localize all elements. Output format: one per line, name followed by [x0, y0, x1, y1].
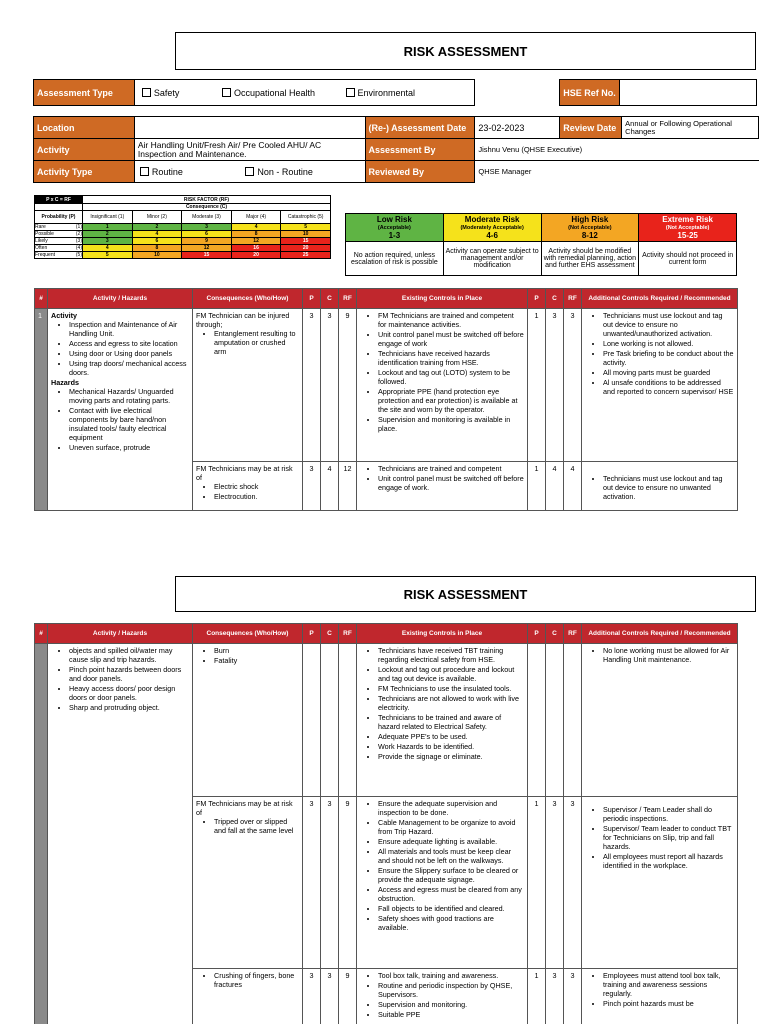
- legend-low-desc: No action required, unless escalation of risk is possible: [346, 242, 444, 276]
- list-item: • Unit control panel must be switched off before engage of work.: [378, 474, 524, 492]
- list-item: • Technicians are trained and competent: [378, 464, 524, 473]
- list-item: • Electrocution.: [214, 492, 299, 501]
- rf2-value: 4: [564, 462, 582, 511]
- consequence-text: FM Technicians may be at risk of: [196, 464, 293, 482]
- list-item: • Technicians to be trained and aware of hazard related to Electrical Safety.: [378, 713, 524, 731]
- p2-value: 1: [528, 462, 546, 511]
- c2-value: 3: [546, 797, 564, 969]
- consequence-text: FM Technician can be injured through;: [196, 311, 290, 329]
- rf-cell: 20: [281, 245, 331, 252]
- p-value: 3: [303, 797, 321, 969]
- list-item: • Ensure the Slippery surface to be cleared or provide the adequate signage.: [378, 866, 524, 884]
- rf-cell: 2: [83, 231, 133, 238]
- list-item: • Safety shoes with good tractions are available.: [378, 914, 524, 932]
- list-item: • Provide the signage or eliminate.: [378, 752, 524, 761]
- reassess-date-value: 23-02-2023: [475, 117, 560, 139]
- list-item: • All moving parts must be guarded: [603, 368, 734, 377]
- controls-list: [360, 971, 524, 1019]
- col-header-rf: RF: [339, 289, 357, 309]
- rf-row: [35, 252, 331, 259]
- list-item: • Ensure the adequate supervision and inspection to be done.: [378, 799, 524, 817]
- additional-list: [585, 805, 734, 870]
- list-item: • Inspection and Maintenance of Air Handling Unit.: [69, 320, 189, 338]
- list-item: • Access and egress must be cleared from any obstruction.: [378, 885, 524, 903]
- list-item: • Pinch point hazards between doors and door panels.: [69, 665, 189, 683]
- list-item: • Cable Management to be organize to avoid from Trip Hazard.: [378, 818, 524, 836]
- c2-value: 3: [546, 969, 564, 1024]
- consequence-list: [196, 482, 299, 501]
- details-table: [33, 116, 759, 183]
- activity-hazards-cell: [48, 644, 193, 1024]
- rf-cell: 1: [83, 224, 133, 231]
- legend-moderate: Moderate Risk (Moderately Acceptable) 4-6: [443, 214, 541, 242]
- assessment-by-value: Jishnu Venu (QHSE Executive): [475, 139, 759, 161]
- list-item: • Uneven surface, protrude: [69, 443, 189, 452]
- routine-checkbox[interactable]: [140, 167, 183, 177]
- activity-list: [51, 320, 189, 377]
- consequence-text: FM Technicians may be at risk of: [196, 799, 293, 817]
- col-header-controls: Existing Controls in Place: [357, 624, 528, 644]
- hazards-list: [51, 387, 189, 452]
- rf-cell: 9: [182, 238, 232, 245]
- list-item: • Technicians must use lockout and tag out device to ensure no unwanted/unauthorized activation.: [603, 311, 734, 338]
- list-item: • Fatality: [214, 656, 299, 665]
- col-header-additional: Additional Controls Required / Recommended: [582, 289, 738, 309]
- rf-cell: 3: [182, 224, 232, 231]
- list-item: • Supervisor / Team Leader shall do periodic inspections.: [603, 805, 734, 823]
- legend-extreme-desc: Activity should not proceed in current form: [639, 242, 737, 276]
- c-value: 3: [321, 309, 339, 462]
- list-item: • FM Technicians are trained and competent for maintenance activities.: [378, 311, 524, 329]
- rf-col-header: Minor (2): [132, 211, 182, 224]
- rf-prob-label: Frequent: [35, 252, 56, 258]
- location-label: Location: [34, 117, 135, 139]
- controls-list: [360, 799, 524, 932]
- rf-cell: 4: [132, 231, 182, 238]
- environmental-label: Environmental: [357, 87, 416, 98]
- rf-cell: 5: [281, 224, 331, 231]
- reviewed-by-label: Reviewed By: [365, 161, 475, 183]
- list-item: • All employees must report all hazards identified in the workplace.: [603, 852, 734, 870]
- col-header-activity: Activity / Hazards: [48, 289, 193, 309]
- row-number: 1: [35, 309, 48, 511]
- list-item: • Supervision and monitoring.: [378, 1000, 524, 1009]
- c-value: 3: [321, 969, 339, 1024]
- list-item: • Using trap doors/ mechanical access doors.: [69, 359, 189, 377]
- rf-cell: 6: [182, 231, 232, 238]
- consequence-list: [196, 971, 299, 989]
- probability-header: Probability (P): [35, 211, 83, 224]
- legend-moderate-desc: Activity can operate subject to management and/or modification: [443, 242, 541, 276]
- col-header-rf2: RF: [564, 624, 582, 644]
- rf-value: 9: [339, 309, 357, 462]
- col-header-rf: RF: [339, 624, 357, 644]
- table-row: [35, 644, 738, 797]
- rf-prob-num: (4): [75, 245, 82, 251]
- list-item: • All materials and tools must be keep clear and should not be left on the walkways.: [378, 847, 524, 865]
- consequence-cell: [193, 644, 303, 797]
- rf-cell: 12: [182, 245, 232, 252]
- list-item: • Mechanical Hazards/ Unguarded moving parts and rotating parts.: [69, 387, 189, 405]
- reassess-date-label: (Re-) Assessment Date: [365, 117, 475, 139]
- col-header-p2: P: [528, 624, 546, 644]
- legend-extreme: Extreme Risk (Not Acceptable) 15-25: [639, 214, 737, 242]
- rf-cell: 15: [182, 252, 232, 259]
- rf2-value: 3: [564, 309, 582, 462]
- list-item: • Fall objects to be identified and cleared.: [378, 904, 524, 913]
- additional-list: [585, 474, 734, 501]
- list-item: • Supervisor/ Team leader to conduct TBT for Technicians on Slip, trip and fall hazards.: [603, 824, 734, 851]
- p2-value: 1: [528, 309, 546, 462]
- p-value: 3: [303, 462, 321, 511]
- assessment-by-label: Assessment By: [365, 139, 475, 161]
- list-item: • Lone working is not allowed.: [603, 339, 734, 348]
- rf-value: 9: [339, 797, 357, 969]
- col-header-num: #: [35, 289, 48, 309]
- consequence-cell: [193, 462, 303, 511]
- rf-col-header: Major (4): [231, 211, 281, 224]
- risk-legend: [345, 213, 737, 276]
- list-item: • Technicians have received hazards identification training from HSE.: [378, 349, 524, 367]
- col-header-c: C: [321, 289, 339, 309]
- controls-list: [360, 646, 524, 761]
- activity-type-label: Activity Type: [34, 161, 135, 183]
- rf-cell: 15: [281, 238, 331, 245]
- assessment-type-row: [33, 79, 757, 106]
- rf-cell: 2: [132, 224, 182, 231]
- list-item: • Employees must attend tool box talk, training and awareness sessions regularly.: [603, 971, 734, 998]
- rf-row: [35, 231, 331, 238]
- col-header-controls: Existing Controls in Place: [357, 289, 528, 309]
- col-header-c: C: [321, 624, 339, 644]
- controls-list: [360, 311, 524, 433]
- list-item: • Tool box talk, training and awareness.: [378, 971, 524, 980]
- rf-row-label: [35, 245, 83, 252]
- rf-cell: 8: [231, 231, 281, 238]
- hazards-title: Hazards: [51, 378, 79, 387]
- additional-cell: [582, 969, 738, 1024]
- additional-cell: [582, 797, 738, 969]
- rf-row: [35, 245, 331, 252]
- list-item: • Entanglement resulting to amputation or crushed arm: [214, 329, 299, 356]
- activity-value: Air Handling Unit/Fresh Air/ Pre Cooled AHU/ AC Inspection and Maintenance.: [134, 139, 365, 161]
- review-date-value: Annual or Following Operational Changes: [622, 117, 759, 139]
- rf-cell: 8: [132, 245, 182, 252]
- rf-prob-num: (5): [75, 252, 82, 258]
- col-header-c2: C: [546, 289, 564, 309]
- hse-ref-label: HSE Ref No.: [560, 80, 620, 106]
- risk-factor-matrix: [34, 195, 331, 259]
- list-item: • Supervision and monitoring is available in place.: [378, 415, 524, 433]
- page-title: RISK ASSESSMENT: [175, 32, 756, 70]
- controls-cell: [357, 309, 528, 462]
- legend-high-desc: Activity should be modified with remedial planning, action and further EHS assessment: [541, 242, 639, 276]
- activity-label: Activity: [34, 139, 135, 161]
- rf-row-label: [35, 238, 83, 245]
- list-item: • Burn: [214, 646, 299, 655]
- list-item: • Lockout and tag out procedure and lockout and tag out device is available.: [378, 665, 524, 683]
- reviewed-by-value: QHSE Manager: [475, 161, 759, 183]
- col-header-num: #: [35, 624, 48, 644]
- list-item: • Al unsafe conditions to be addressed and reported to concern supervisor/ HSE: [603, 378, 734, 396]
- list-item: • Electric shock: [214, 482, 299, 491]
- rf-row-label: [35, 252, 83, 259]
- occupational-health-checkbox[interactable]: [222, 88, 315, 98]
- consequence-cell: [193, 969, 303, 1024]
- consequence-list: [196, 646, 299, 665]
- additional-list: [585, 311, 734, 396]
- controls-cell: [357, 969, 528, 1024]
- environmental-checkbox[interactable]: [346, 88, 416, 98]
- legend-low: Low Risk (Acceptable) 1-3: [346, 214, 444, 242]
- rf-prob-label: Often: [35, 245, 48, 251]
- activity-list: [51, 646, 189, 712]
- additional-list: [585, 971, 734, 1008]
- rf-row: [35, 224, 331, 231]
- rf-cell: 3: [83, 238, 133, 245]
- col-header-activity: Activity / Hazards: [48, 624, 193, 644]
- list-item: • No lone working must be allowed for Air Handling Unit maintenance.: [603, 646, 734, 664]
- non-routine-checkbox[interactable]: [245, 167, 313, 177]
- rf-prob-num: (3): [75, 238, 82, 244]
- list-item: • Appropriate PPE (hand protection eye protection and ear protection) is available at the site and worn by the operator.: [378, 387, 524, 414]
- safety-checkbox[interactable]: [142, 88, 180, 98]
- rf-cell: 4: [231, 224, 281, 231]
- list-item: • objects and spilled oil/water may cause slip and trip hazards.: [69, 646, 189, 664]
- col-header-additional: Additional Controls Required / Recommended: [582, 624, 738, 644]
- rf-cell: 5: [83, 252, 133, 259]
- list-item: • Pre Task briefing to be conduct about the activity.: [603, 349, 734, 367]
- legend-high: High Risk (Not Acceptable) 8-12: [541, 214, 639, 242]
- rf-cell: 16: [231, 245, 281, 252]
- location-value[interactable]: [134, 117, 365, 139]
- rf-cell: 10: [132, 252, 182, 259]
- routine-label: Routine: [151, 166, 183, 177]
- c2-value: 3: [546, 309, 564, 462]
- list-item: • Technicians must use lockout and tag out device to ensure no unwanted activation.: [603, 474, 734, 501]
- rf-prob-label: Rare: [35, 224, 46, 230]
- rf-value: 12: [339, 462, 357, 511]
- rf-row: [35, 238, 331, 245]
- consequence-cell: [193, 309, 303, 462]
- page2-title: RISK ASSESSMENT: [175, 576, 756, 612]
- rf-cell: 10: [281, 231, 331, 238]
- list-item: • Contact with live electrical components by bare hand/non insulated tools/ faulty electrical equipment: [69, 406, 189, 442]
- non-routine-label: Non - Routine: [257, 166, 313, 177]
- list-item: • Lockout and tag out (LOTO) system to be followed.: [378, 368, 524, 386]
- p-value: 3: [303, 969, 321, 1024]
- rf-cell: 20: [231, 252, 281, 259]
- pcrf-cell: P x C = RF: [35, 196, 83, 204]
- row-number-continued: [35, 644, 48, 1024]
- additional-list: [585, 646, 734, 664]
- consequence-cell: [193, 797, 303, 969]
- controls-cell: [357, 797, 528, 969]
- additional-cell: [582, 309, 738, 462]
- risk-factor-title: RISK FACTOR (RF): [83, 196, 331, 204]
- c-value: 3: [321, 797, 339, 969]
- rf-cell: 12: [231, 238, 281, 245]
- rf-value: 9: [339, 969, 357, 1024]
- additional-cell: [582, 644, 738, 797]
- col-header-c2: C: [546, 624, 564, 644]
- col-header-rf2: RF: [564, 289, 582, 309]
- review-date-label: Review Date: [560, 117, 622, 139]
- list-item: • Routine and periodic inspection by QHSE, Supervisors.: [378, 981, 524, 999]
- col-header-p2: P: [528, 289, 546, 309]
- rf-prob-label: Likely: [35, 238, 48, 244]
- p2-value: 1: [528, 797, 546, 969]
- occupational-health-label: Occupational Health: [233, 87, 316, 98]
- list-item: • Pinch point hazards must be: [603, 999, 734, 1008]
- rf-cell: 6: [132, 238, 182, 245]
- rf-row-label: [35, 224, 83, 231]
- list-item: • Sharp and protruding object.: [69, 703, 189, 712]
- list-item: • Unit control panel must be switched off before engage of work: [378, 330, 524, 348]
- controls-list: [360, 464, 524, 492]
- list-item: • Crushing of fingers, bone fractures: [214, 971, 299, 989]
- rf2-value: 3: [564, 969, 582, 1024]
- rf-prob-num: (1): [75, 224, 82, 230]
- list-item: • Using door or Using door panels: [69, 349, 189, 358]
- table-row: [35, 309, 738, 462]
- consequence-list: [196, 817, 299, 835]
- rf-cell: 4: [83, 245, 133, 252]
- controls-cell: [357, 644, 528, 797]
- safety-label: Safety: [153, 87, 180, 98]
- list-item: • Technicians are not allowed to work with live electricity.: [378, 694, 524, 712]
- col-header-consequences: Consequences (Who/How): [193, 624, 303, 644]
- list-item: • Adequate PPE's to be used.: [378, 732, 524, 741]
- rf-cell: 25: [281, 252, 331, 259]
- rf-col-header: Insignificant (1): [83, 211, 133, 224]
- list-item: • Heavy access doors/ poor design doors or door panels.: [69, 684, 189, 702]
- list-item: • Suitable PPE: [378, 1010, 524, 1019]
- p-value: 3: [303, 309, 321, 462]
- assessment-type-label: Assessment Type: [34, 80, 135, 106]
- rf-col-header: Catastrophic (5): [281, 211, 331, 224]
- col-header-p: P: [303, 624, 321, 644]
- rf-col-header: Moderate (3): [182, 211, 232, 224]
- controls-cell: [357, 462, 528, 511]
- list-item: • FM Technicians to use the insulated tools.: [378, 684, 524, 693]
- additional-cell: [582, 462, 738, 511]
- col-header-consequences: Consequences (Who/How): [193, 289, 303, 309]
- rf-prob-num: (2): [75, 231, 82, 237]
- activity-title: Activity: [51, 311, 77, 320]
- c-value: 4: [321, 462, 339, 511]
- list-item: • Ensure adequate lighting is available.: [378, 837, 524, 846]
- rf-row-label: [35, 231, 83, 238]
- list-item: • Access and egress to site location: [69, 339, 189, 348]
- hse-ref-value[interactable]: [620, 80, 757, 106]
- col-header-p: P: [303, 289, 321, 309]
- consequence-list: [196, 329, 299, 356]
- risk-table-page2: [34, 623, 738, 1024]
- rf-prob-label: Possible: [35, 231, 54, 237]
- risk-table-page1: [34, 288, 738, 511]
- list-item: • Work Hazards to be identified.: [378, 742, 524, 751]
- list-item: • Tripped over or slipped and fall at the same level: [214, 817, 299, 835]
- rf2-value: 3: [564, 797, 582, 969]
- p2-value: 1: [528, 969, 546, 1024]
- c2-value: 4: [546, 462, 564, 511]
- consequence-subtitle: Consequence (C): [83, 204, 331, 211]
- list-item: • Technicians have received TBT training regarding electrical safety from HSE.: [378, 646, 524, 664]
- activity-hazards-cell: [48, 309, 193, 511]
